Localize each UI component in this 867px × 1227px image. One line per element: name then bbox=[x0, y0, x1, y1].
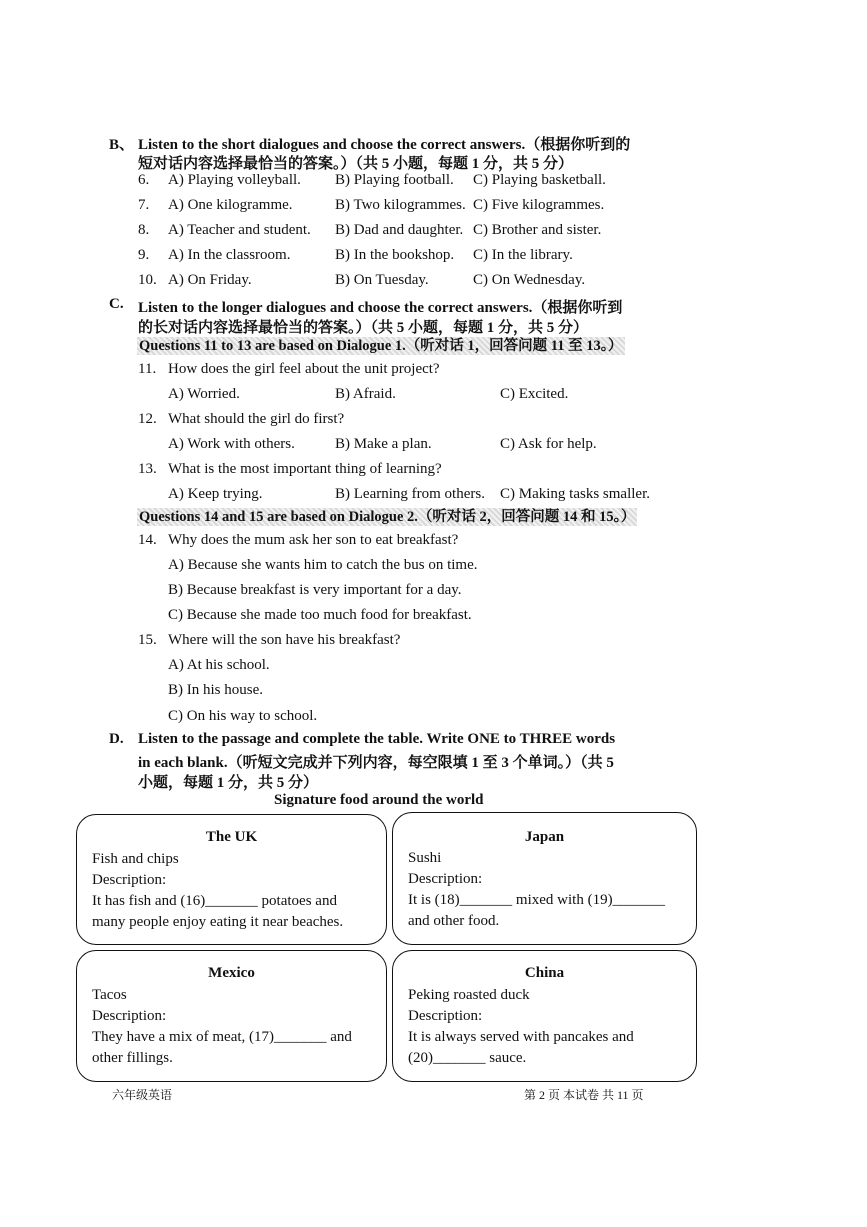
card-description-label: Description: bbox=[408, 1008, 483, 1024]
option-a: A) Teacher and student. bbox=[168, 222, 311, 238]
option-c: C) On Wednesday. bbox=[473, 272, 586, 288]
card-food: Tacos bbox=[92, 987, 127, 1003]
dialogue-1-band: Questions 11 to 13 are based on Dialogue 1.（听对话 1，回答问题 11 至 13。） bbox=[139, 338, 623, 354]
option-a: A) At his school. bbox=[168, 657, 270, 673]
card-food: Sushi bbox=[408, 850, 442, 866]
option-b: B) Afraid. bbox=[335, 386, 396, 402]
section-c-letter: C. bbox=[109, 296, 124, 312]
section-b-letter: B、 bbox=[109, 137, 135, 153]
option-c: C) Excited. bbox=[500, 386, 569, 402]
option-a: A) Work with others. bbox=[168, 436, 295, 452]
section-d-instruction-1: Listen to the passage and complete the table. Write ONE to THREE words bbox=[138, 731, 616, 747]
card-title: The UK bbox=[205, 829, 258, 845]
option-a: A) Keep trying. bbox=[168, 486, 263, 502]
option-c: C) Ask for help. bbox=[500, 436, 597, 452]
food-card-uk bbox=[76, 814, 387, 945]
option-b: B) Learning from others. bbox=[335, 486, 485, 502]
question-number: 7. bbox=[138, 197, 150, 213]
card-description-line: It is always served with pancakes and bbox=[408, 1029, 634, 1045]
card-title: Mexico bbox=[208, 965, 255, 981]
option-b: B) In his house. bbox=[168, 682, 263, 698]
food-card-china bbox=[392, 950, 697, 1082]
card-description-line: They have a mix of meat, (17)_______ and bbox=[92, 1029, 352, 1045]
section-c-instruction-1: Listen to the longer dialogues and choose the correct answers.（根据你听到 bbox=[138, 300, 623, 316]
card-description-line: and other food. bbox=[408, 913, 500, 929]
option-c: C) In the library. bbox=[473, 247, 573, 263]
option-a: A) Because she wants him to catch the bus on time. bbox=[168, 557, 478, 573]
card-description-line: (20)_______ sauce. bbox=[408, 1050, 527, 1066]
card-title: China bbox=[524, 965, 565, 981]
question-number: 12. bbox=[138, 411, 157, 427]
question-stem: What should the girl do first? bbox=[168, 411, 345, 427]
card-description-line: other fillings. bbox=[92, 1050, 173, 1066]
option-c: C) On his way to school. bbox=[168, 708, 318, 724]
card-description-label: Description: bbox=[92, 872, 167, 888]
section-b-instruction-1: Listen to the short dialogues and choose the correct answers.（根据你听到的 bbox=[138, 137, 631, 153]
card-title: Japan bbox=[524, 829, 565, 845]
question-number: 14. bbox=[138, 532, 157, 548]
question-number: 9. bbox=[138, 247, 150, 263]
card-description-label: Description: bbox=[92, 1008, 167, 1024]
section-d-instruction-3: 小题，每题 1 分，共 5 分） bbox=[138, 775, 319, 791]
option-b: B) Because breakfast is very important for a day. bbox=[168, 582, 462, 598]
option-b: B) In the bookshop. bbox=[335, 247, 455, 263]
card-description-line: many people enjoy eating it near beaches. bbox=[92, 914, 344, 930]
footer-page-number: 第 2 页 本试卷 共 11 页 bbox=[524, 1088, 644, 1102]
card-description-line: It has fish and (16)_______ potatoes and bbox=[92, 893, 337, 909]
question-number: 11. bbox=[138, 361, 157, 377]
dialogue-2-band: Questions 14 and 15 are based on Dialogue 2.（听对话 2，回答问题 14 和 15。） bbox=[139, 509, 636, 525]
card-description-line: It is (18)_______ mixed with (19)_______ bbox=[408, 892, 666, 908]
question-number: 6. bbox=[138, 172, 150, 188]
section-d-instruction-2: in each blank.（听短文完成并下列内容，每空限填 1 至 3 个单词。）（共 5 bbox=[138, 755, 614, 771]
question-stem: Where will the son have his breakfast? bbox=[168, 632, 401, 648]
option-c: C) Making tasks smaller. bbox=[500, 486, 650, 502]
question-number: 13. bbox=[138, 461, 157, 477]
question-stem: What is the most important thing of learning? bbox=[168, 461, 442, 477]
option-c: C) Playing basketball. bbox=[473, 172, 606, 188]
question-number: 15. bbox=[138, 632, 157, 648]
question-stem: How does the girl feel about the unit project? bbox=[168, 361, 440, 377]
section-b-instruction-2: 短对话内容选择最恰当的答案。）（共 5 小题，每题 1 分，共 5 分） bbox=[138, 156, 574, 172]
food-card-mexico bbox=[76, 950, 387, 1082]
option-c: C) Because she made too much food for breakfast. bbox=[168, 607, 472, 623]
question-stem: Why does the mum ask her son to eat breakfast? bbox=[168, 532, 459, 548]
option-a: A) One kilogramme. bbox=[168, 197, 293, 213]
option-b: B) On Tuesday. bbox=[335, 272, 429, 288]
option-a: A) In the classroom. bbox=[168, 247, 291, 263]
card-food: Fish and chips bbox=[92, 851, 179, 867]
question-number: 8. bbox=[138, 222, 150, 238]
food-card-japan bbox=[392, 812, 697, 945]
option-a: A) Playing volleyball. bbox=[168, 172, 301, 188]
option-a: A) On Friday. bbox=[168, 272, 252, 288]
option-b: B) Make a plan. bbox=[335, 436, 432, 452]
table-title: Signature food around the world bbox=[274, 792, 484, 808]
option-c: C) Five kilogrammes. bbox=[473, 197, 605, 213]
option-b: B) Dad and daughter. bbox=[335, 222, 464, 238]
card-description-label: Description: bbox=[408, 871, 483, 887]
option-c: C) Brother and sister. bbox=[473, 222, 602, 238]
card-food: Peking roasted duck bbox=[408, 987, 530, 1003]
section-c-instruction-2: 的长对话内容选择最恰当的答案。）（共 5 小题，每题 1 分，共 5 分） bbox=[138, 320, 589, 336]
question-number: 10. bbox=[138, 272, 157, 288]
option-b: B) Playing football. bbox=[335, 172, 454, 188]
option-a: A) Worried. bbox=[168, 386, 240, 402]
footer-grade-subject: 六年级英语 bbox=[112, 1088, 173, 1102]
section-d-letter: D. bbox=[109, 731, 124, 747]
option-b: B) Two kilogrammes. bbox=[335, 197, 466, 213]
